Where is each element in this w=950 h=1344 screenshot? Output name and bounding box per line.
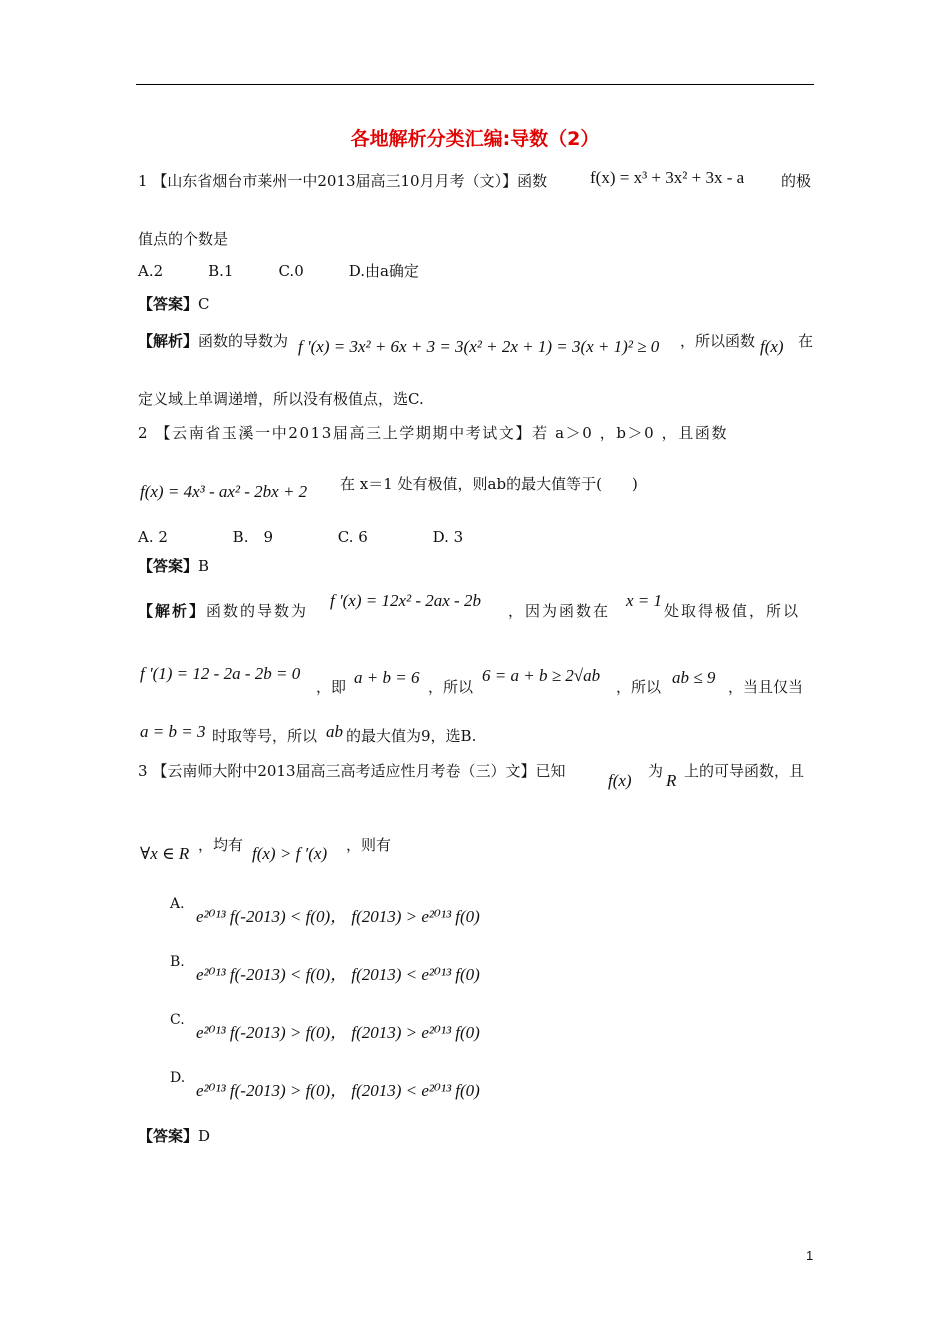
q3-option-c-label: C. <box>170 1012 185 1028</box>
q1-analysis-mid: ，所以函数 <box>680 332 756 350</box>
q1-analysis-line2: 定义域上单调递增，所以没有极值点，选C. <box>138 390 424 408</box>
q2-analysis-tail1: 处取得极值，所以 <box>664 602 801 620</box>
q2-line2-text4: ，当且仅当 <box>728 678 804 696</box>
q1-answer-value: C <box>198 295 210 313</box>
q3-answer-label: 【答案】 <box>138 1127 199 1145</box>
q2-analysis-formula1: f '(x) = 12x² - 2ax - 2b <box>330 591 481 610</box>
q2-number: 2 <box>138 424 150 442</box>
q1-source: 【山东省烟台市莱州一中2013届高三10月月考（文）】函数 <box>152 172 548 190</box>
q2-analysis-text: 函数的导数为 <box>206 602 309 620</box>
q2-analysis-formula2: x = 1 <box>626 591 663 610</box>
q2-analysis <box>138 600 308 621</box>
q3-tail: 上的可导函数，且 <box>684 762 805 780</box>
q2-answer-label: 【答案】 <box>138 557 199 575</box>
q2-line3-formula2: ab <box>326 722 343 741</box>
q2-formula: f(x) = 4x³ - ax² - 2bx + 2 <box>140 482 308 501</box>
q1-analysis-label: 【解析】 <box>138 332 199 350</box>
q2-line2-formula4: ab ≤ 9 <box>672 668 716 687</box>
q1-answer <box>138 293 210 314</box>
q3-source: 【云南师大附中2013届高三高考适应性月考卷（三）文】已知 <box>152 762 566 780</box>
q1-options: A.2 B.1 C.0 D.由a确定 <box>138 262 419 280</box>
q3-cond-formula2: f(x) > f ′(x) <box>252 844 328 863</box>
q2-line2-text3: ，所以 <box>616 678 662 696</box>
q1-number: 1 <box>138 172 148 190</box>
q2-source: 【云南省玉溪一中2013届高三上学期期中考试文】若 a＞0 ，b＞0 ，且函数 <box>155 424 729 442</box>
q1-analysis-tail: 在 <box>798 332 814 350</box>
q1-analysis <box>138 330 288 351</box>
header-rule <box>136 84 814 85</box>
q3-fx: f(x) <box>608 771 632 790</box>
q3-option-b-label: B. <box>170 954 185 970</box>
q2-answer-value: B <box>198 557 210 575</box>
q3-option-d-formula: e²⁰¹³ f(-2013) > f(0)， f(2013) < e²⁰¹³ f(0) <box>196 1081 480 1100</box>
q3-cond-text: ，均有 <box>198 836 244 854</box>
q3-cond-text2: ，则有 <box>346 836 392 854</box>
q1-formula: f(x) = x³ + 3x² + 3x - a <box>590 168 745 187</box>
q2-line3-formula: a = b = 3 <box>140 722 206 741</box>
q3-number: 3 <box>138 762 148 780</box>
q1-tail: 的极 <box>781 172 812 190</box>
q1-analysis-text: 函数的导数为 <box>198 332 289 350</box>
q2-line3-text: 时取等号，所以 <box>212 727 318 745</box>
q1-line2: 值点的个数是 <box>138 230 229 248</box>
q2-stem: 在 x＝1 处有极值，则ab的最大值等于( ) <box>340 475 638 493</box>
q2-line1 <box>138 422 728 443</box>
q3-wei: 为 <box>648 762 664 780</box>
q3-line1 <box>138 760 566 781</box>
q3-option-d-label: D. <box>170 1070 186 1086</box>
q3-option-a-formula: e²⁰¹³ f(-2013) < f(0)， f(2013) > e²⁰¹³ f(0) <box>196 907 480 926</box>
q3-answer <box>138 1125 210 1146</box>
q3-answer-value: D <box>198 1127 211 1145</box>
q3-option-a-label: A. <box>170 896 185 912</box>
q1-line1 <box>138 170 547 191</box>
q1-analysis-fx: f(x) <box>760 337 784 356</box>
page-number: 1 <box>806 1248 814 1263</box>
q1-answer-label: 【答案】 <box>138 295 199 313</box>
q1-analysis-formula: f '(x) = 3x² + 6x + 3 = 3(x² + 2x + 1) = 3(x + 1)² ≥ 0 <box>298 337 660 356</box>
q2-answer <box>138 555 209 576</box>
q2-analysis-mid1: ，因为函数在 <box>508 602 611 620</box>
q2-line2-formula3: 6 = a + b ≥ 2√ab <box>482 666 601 685</box>
q2-options: A. 2 B. 9 C. 6 D. 3 <box>138 528 464 546</box>
page-title: 各地解析分类汇编:导数（2） <box>350 128 600 150</box>
q2-line3-text2: 的最大值为9，选B. <box>346 727 477 745</box>
q2-line2-formula2: a + b = 6 <box>354 668 420 687</box>
q2-line2-text1: ，即 <box>316 678 347 696</box>
q3-cond-formula: ∀x ∈ R <box>140 844 190 863</box>
q3-option-b-formula: e²⁰¹³ f(-2013) < f(0)， f(2013) < e²⁰¹³ f(0) <box>196 965 480 984</box>
q2-line2-formula1: f '(1) = 12 - 2a - 2b = 0 <box>140 664 301 683</box>
q3-option-c-formula: e²⁰¹³ f(-2013) > f(0)， f(2013) > e²⁰¹³ f(0) <box>196 1023 480 1042</box>
q2-line2-text2: ，所以 <box>428 678 474 696</box>
q2-analysis-label: 【解析】 <box>138 602 207 620</box>
q3-R: R <box>666 771 677 790</box>
